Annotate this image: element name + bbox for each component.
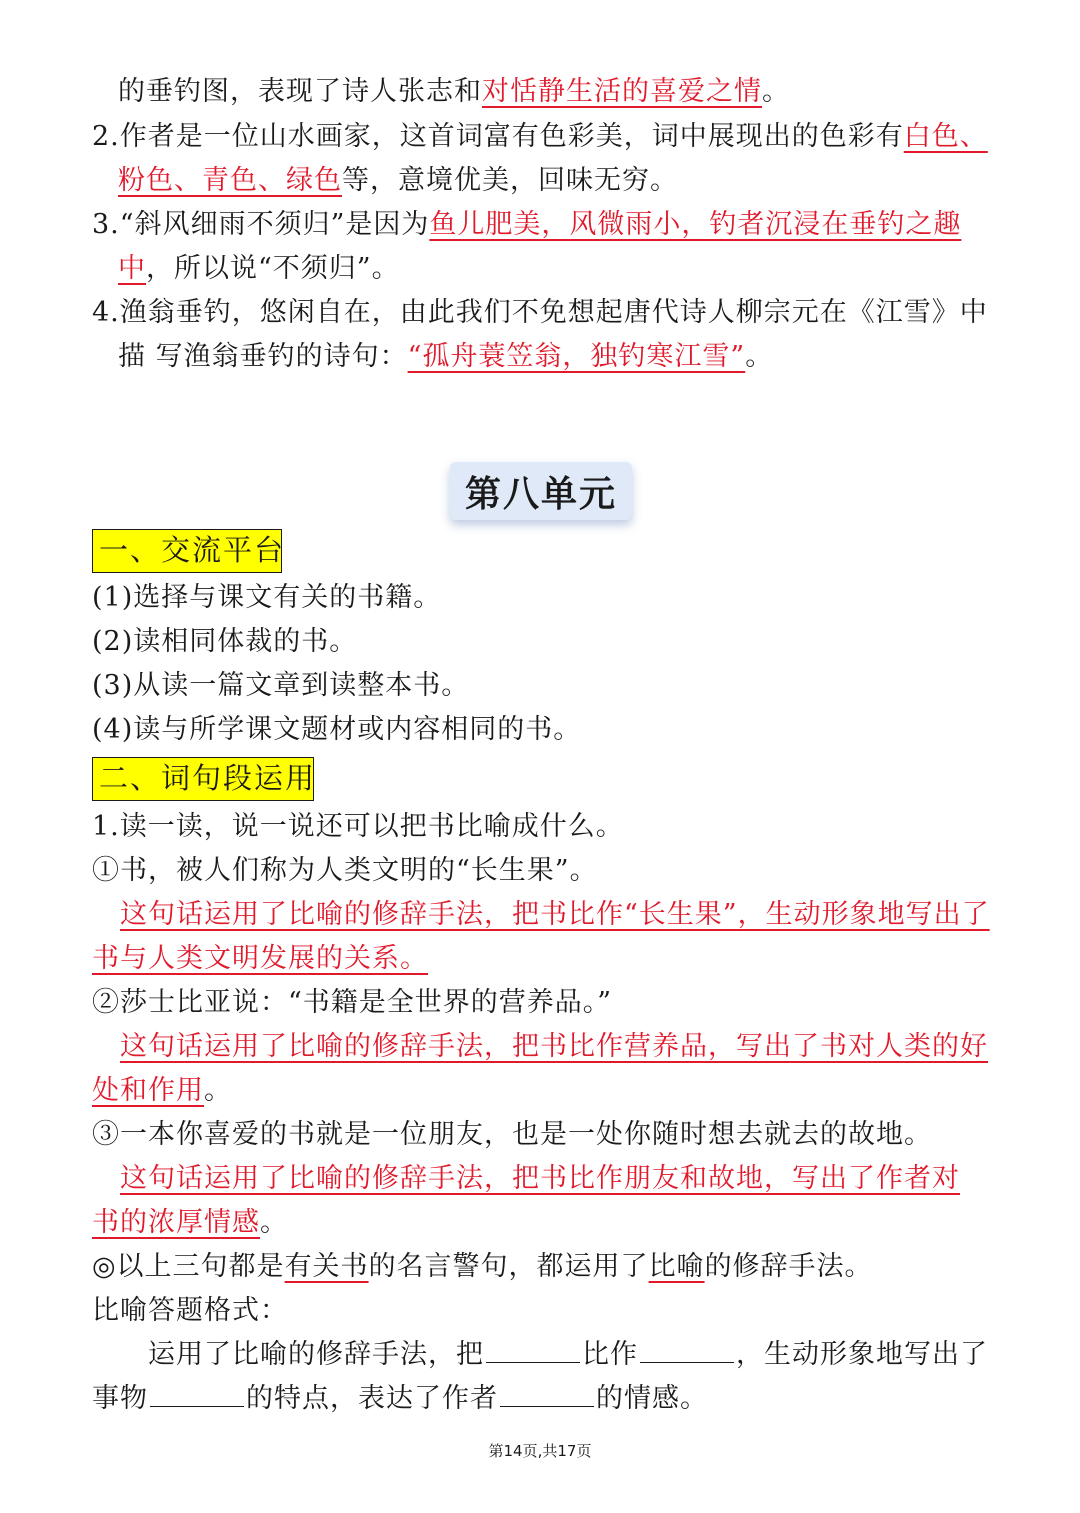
fill-blank xyxy=(150,1384,244,1407)
format-line-1 xyxy=(148,1335,988,1375)
text: ，所以说“不须归”。 xyxy=(146,253,400,284)
summary-note xyxy=(92,1247,873,1287)
fill-blank xyxy=(500,1384,594,1407)
unit-title: 第八单元 xyxy=(450,462,632,520)
answer-3-line-2 xyxy=(92,1203,288,1243)
sentence-3: ③一本你喜爱的书就是一位朋友，也是一处你随时想去就去的故地。 xyxy=(92,1119,932,1150)
text: ，生动形象地写出了 xyxy=(736,1339,988,1370)
text: 的特点，表达了作者 xyxy=(246,1383,498,1414)
text: 2.作者是一位山水画家，这首词富有色彩美，词中展现出的色彩有 xyxy=(92,121,904,152)
section-heading-1: 一、交流平台 xyxy=(92,529,282,573)
fill-blank xyxy=(640,1340,734,1363)
sentence-2: ②莎士比亚说：“书籍是全世界的营养品。” xyxy=(92,987,613,1018)
list-item: (2)读相同体裁的书。 xyxy=(92,626,358,657)
text: 。 xyxy=(762,76,790,107)
answer-text: 白色、 xyxy=(903,121,988,152)
text: 。 xyxy=(204,1075,232,1106)
prev-line-5 xyxy=(118,249,400,289)
list-item: (1)选择与课文有关的书籍。 xyxy=(92,582,442,613)
text: 描 写渔翁垂钓的诗句： xyxy=(118,341,408,372)
answer-2-line-2 xyxy=(92,1071,232,1111)
text: 。 xyxy=(745,341,774,372)
fill-blank xyxy=(486,1340,580,1363)
sentence-1: ①书，被人们称为人类文明的“长生果”。 xyxy=(92,855,598,886)
underlined-text: 有关书 xyxy=(284,1251,369,1282)
text: 的情感。 xyxy=(596,1383,708,1414)
text: 运用了比喻的修辞手法，把 xyxy=(148,1339,484,1370)
text: 的名言警句，都运用了 xyxy=(368,1251,649,1282)
text: 的修辞手法。 xyxy=(704,1251,873,1282)
prev-line-3 xyxy=(118,161,678,201)
prev-line-2 xyxy=(92,117,988,157)
list-item: (3)从读一篇文章到读整本书。 xyxy=(92,670,470,701)
prev-line-6 xyxy=(92,293,988,333)
text: 比作 xyxy=(582,1339,638,1370)
answer-text: 书的浓厚情感 xyxy=(92,1207,260,1238)
text: 4.渔翁垂钓，悠闲自在，由此我们不免想起唐代诗人柳宗元在《江雪》中 xyxy=(92,297,988,328)
prev-line-7 xyxy=(118,337,773,377)
text: 的垂钓图，表现了诗人张志和 xyxy=(118,76,482,107)
section-heading-2: 二、词句段运用 xyxy=(92,757,314,801)
answer-1-line-1: 这句话运用了比喻的修辞手法，把书比作“长生果”，生动形象地写出了 xyxy=(120,899,990,930)
text: 等，意境优美，回味无穷。 xyxy=(342,165,678,196)
format-line-2 xyxy=(92,1379,708,1419)
answer-text: 中 xyxy=(118,253,146,284)
answer-text: “孤舟蓑笠翁，独钓寒江雪” xyxy=(407,341,746,372)
answer-text: 鱼儿肥美，风微雨小，钓者沉浸在垂钓之趣 xyxy=(429,209,962,240)
answer-3-line-1: 这句话运用了比喻的修辞手法，把书比作朋友和故地，写出了作者对 xyxy=(120,1163,960,1194)
page-footer: 第14页,共17页 xyxy=(488,1442,592,1460)
list-item: (4)读与所学课文题材或内容相同的书。 xyxy=(92,714,582,745)
prev-line-1 xyxy=(118,72,790,112)
answer-1-line-2: 书与人类文明发展的关系。 xyxy=(92,943,428,974)
prev-line-4 xyxy=(92,205,961,245)
text: 。 xyxy=(260,1207,288,1238)
answer-text: 粉色、青色、绿色 xyxy=(118,165,342,196)
underlined-text: 比喻 xyxy=(648,1251,705,1282)
format-label: 比喻答题格式： xyxy=(92,1295,288,1326)
text: 3.“斜风细雨不须归”是因为 xyxy=(92,209,430,240)
answer-text: 对恬静生活的喜爱之情 xyxy=(482,76,762,107)
answer-2-line-1: 这句话运用了比喻的修辞手法，把书比作营养品，写出了书对人类的好 xyxy=(120,1031,988,1062)
question-1: 1.读一读，说一说还可以把书比喻成什么。 xyxy=(92,811,624,842)
text: 事物 xyxy=(92,1383,148,1414)
answer-text: 处和作用 xyxy=(92,1075,204,1106)
text: ◎以上三句都是 xyxy=(92,1251,285,1282)
